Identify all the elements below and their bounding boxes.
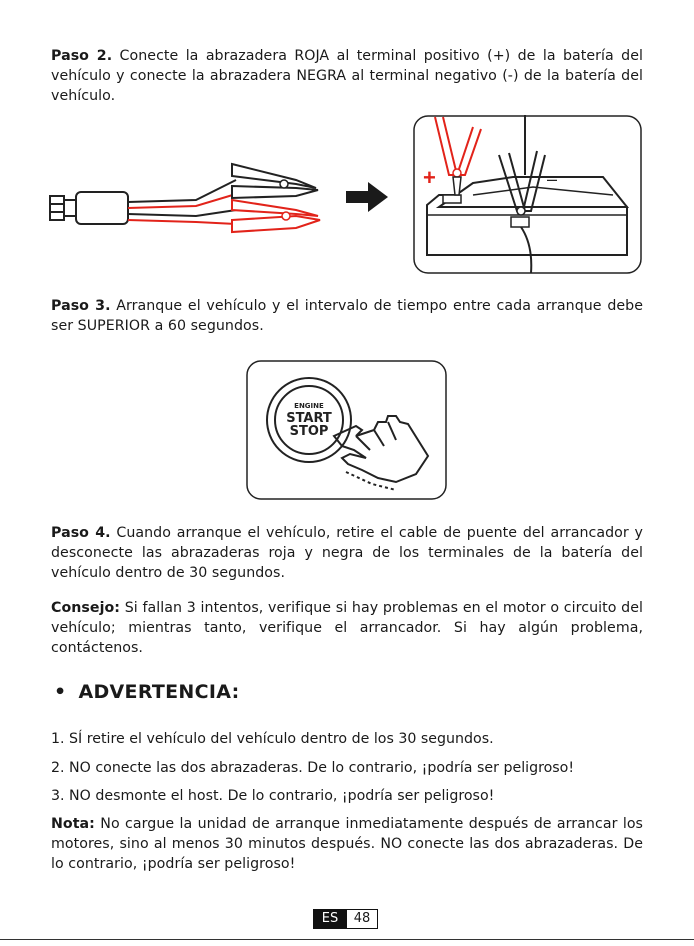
bullet: •	[54, 681, 67, 703]
minus-sign: –	[547, 169, 558, 189]
page-number: 48	[347, 909, 378, 929]
warning-title: ADVERTENCIA:	[78, 681, 240, 703]
note-label: Nota:	[51, 816, 95, 832]
step3-text: Arranque el vehículo y el intervalo de tiempo entre cada arranque debe ser SUPERIOR a 60 segundos.	[51, 298, 643, 334]
engine-label: ENGINE	[294, 402, 324, 410]
step3-paragraph	[51, 296, 643, 336]
step4-text: Cuando arranque el vehículo, retire el cable de puente del arrancador y desconecte las abrazaderas roja y negra de los terminales de la batería del vehículo dentro de 30 segundos.	[51, 525, 643, 581]
start-label: START	[286, 411, 332, 426]
note-paragraph	[51, 814, 643, 874]
note-text: No cargue la unidad de arranque inmediatamente después de arrancar los motores, sino al menos 30 minutos después. NO conecte las dos abrazaderas. De lo contrario, ¡podría ser peligroso!	[51, 816, 643, 872]
stop-label: STOP	[289, 424, 329, 439]
battery-illustration	[413, 115, 642, 274]
plus-sign: +	[423, 165, 436, 190]
arrow-right-icon	[346, 182, 388, 212]
step2-label: Paso 2.	[51, 48, 113, 64]
step3-label: Paso 3.	[51, 298, 111, 314]
warning-heading	[54, 681, 240, 703]
warning-item: 2. NO conecte las dos abrazaderas. De lo contrario, ¡podría ser peligroso!	[51, 760, 575, 776]
bottom-divider	[0, 939, 694, 940]
tip-paragraph	[51, 598, 643, 658]
clamp-cable-illustration	[46, 150, 326, 260]
page-footer	[313, 909, 378, 929]
step2-paragraph	[51, 46, 643, 106]
start-stop-illustration	[246, 360, 447, 500]
step4-label: Paso 4.	[51, 525, 111, 541]
tip-text: Si fallan 3 intentos, verifique si hay problemas en el motor o circuito del vehículo; mientras tanto, verifique el arrancador. Si hay algún problema, contáctenos.	[51, 600, 643, 656]
warning-item: 3. NO desmonte el host. De lo contrario, ¡podría ser peligroso!	[51, 788, 495, 804]
warning-item: 1. SÍ retire el vehículo del vehículo dentro de los 30 segundos.	[51, 731, 494, 747]
step4-paragraph	[51, 523, 643, 583]
tip-label: Consejo:	[51, 600, 121, 616]
language-badge: ES	[313, 909, 347, 929]
step2-text: Conecte la abrazadera ROJA al terminal positivo (+) de la batería del vehículo y conecte la abrazadera NEGRA al terminal negativo (-) de la batería del vehículo.	[51, 48, 643, 104]
